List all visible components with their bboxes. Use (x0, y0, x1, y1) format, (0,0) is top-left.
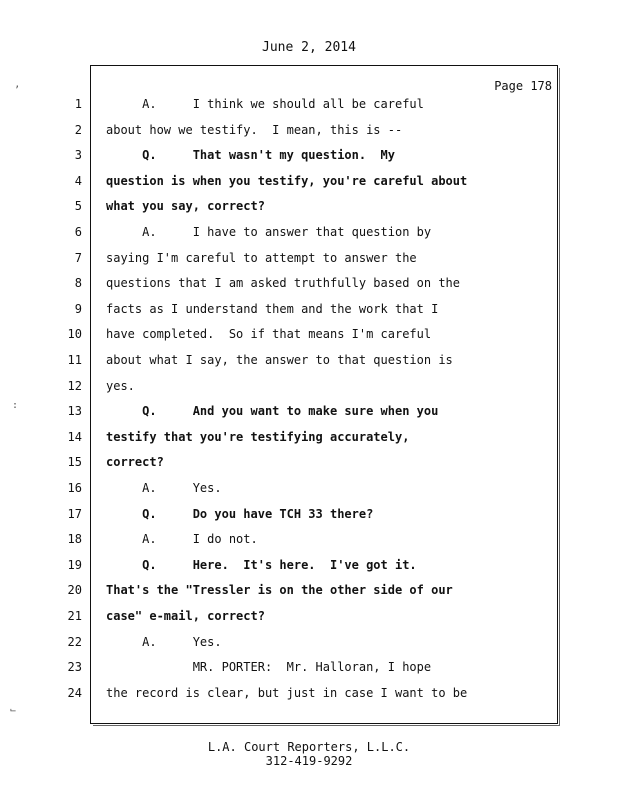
line-number: 5 (74, 199, 82, 214)
transcript-line (0, 379, 618, 401)
line-text: facts as I understand them and the work that I (106, 301, 439, 316)
transcript-line (0, 302, 618, 324)
transcript-line (0, 635, 618, 657)
line-text: the record is clear, but just in case I want to be (106, 685, 468, 700)
line-text: Q. And you want to make sure when you (106, 404, 439, 419)
transcript-line (0, 686, 618, 708)
line-text: Q. Here. It's here. I've got it. (106, 557, 417, 572)
transcript-date: June 2, 2014 (262, 40, 356, 55)
line-number: 19 (67, 557, 82, 572)
line-number: 12 (67, 378, 82, 393)
line-number: 1 (74, 97, 82, 111)
line-number: 14 (67, 429, 82, 444)
page-number: Page 178 (494, 79, 552, 93)
line-text: A. Yes. (106, 481, 222, 495)
line-number: 23 (67, 660, 82, 675)
line-number: 4 (74, 173, 82, 188)
transcript-line (0, 481, 618, 503)
line-number: 6 (74, 225, 82, 239)
transcript-line (0, 276, 618, 298)
line-number: 22 (67, 634, 82, 649)
transcript-line (0, 507, 618, 529)
transcript-line (0, 583, 618, 605)
line-number: 15 (67, 455, 82, 470)
line-number: 24 (67, 685, 82, 700)
scan-speck: : (12, 400, 19, 411)
line-text: Q. Do you have TCH 33 there? (106, 506, 374, 521)
line-text: testify that you're testifying accurately, (106, 429, 410, 444)
line-number: 10 (67, 327, 82, 342)
line-text: Q. That wasn't my question. My (106, 148, 395, 163)
line-text: yes. (106, 378, 135, 393)
line-text: about how we testify. I mean, this is -- (106, 122, 403, 137)
line-text: A. I think we should all be careful (106, 97, 424, 111)
line-text: correct? (106, 455, 164, 470)
line-number: 2 (74, 122, 82, 137)
line-text: MR. PORTER: Mr. Halloran, I hope (106, 660, 432, 675)
transcript-line (0, 199, 618, 221)
line-number: 16 (67, 481, 82, 495)
line-text: A. I have to answer that question by (106, 225, 432, 239)
reporter-company: L.A. Court Reporters, L.L.C. (207, 740, 411, 754)
transcript-line (0, 97, 618, 119)
line-number: 3 (74, 148, 82, 163)
transcript-line (0, 455, 618, 477)
line-number: 21 (67, 609, 82, 623)
line-text: A. I do not. (106, 532, 258, 547)
transcript-line (0, 558, 618, 580)
line-number: 13 (67, 404, 82, 419)
scan-speck: ⌙ (10, 705, 17, 716)
line-number: 8 (74, 276, 82, 291)
line-number: 18 (67, 532, 82, 547)
transcript-line (0, 660, 618, 682)
line-text: about what I say, the answer to that question is (106, 353, 453, 367)
transcript-line (0, 353, 618, 375)
line-number: 9 (74, 301, 82, 316)
line-text: That's the "Tressler is on the other side of our (106, 583, 453, 598)
line-number: 11 (67, 353, 82, 367)
transcript-line (0, 174, 618, 196)
transcript-line (0, 225, 618, 247)
transcript-line (0, 251, 618, 273)
line-text: what you say, correct? (106, 199, 265, 214)
transcript-line (0, 609, 618, 631)
line-text: question is when you testify, you're careful about (106, 173, 468, 188)
reporter-phone: 312-419-9292 (265, 754, 353, 768)
transcript-line (0, 123, 618, 145)
transcript-line (0, 532, 618, 554)
transcript-line (0, 430, 618, 452)
line-text: questions that I am asked truthfully based on the (106, 276, 461, 291)
transcript-line (0, 148, 618, 170)
line-number: 7 (74, 250, 82, 265)
line-number: 17 (67, 506, 82, 521)
transcript-line (0, 327, 618, 349)
line-text: have completed. So if that means I'm careful (106, 327, 432, 342)
transcript-line (0, 404, 618, 426)
line-text: case" e-mail, correct? (106, 609, 265, 623)
line-text: A. Yes. (106, 634, 222, 649)
line-text: saying I'm careful to attempt to answer the (106, 250, 417, 265)
line-number: 20 (67, 583, 82, 598)
scan-speck: ’ (14, 85, 21, 96)
